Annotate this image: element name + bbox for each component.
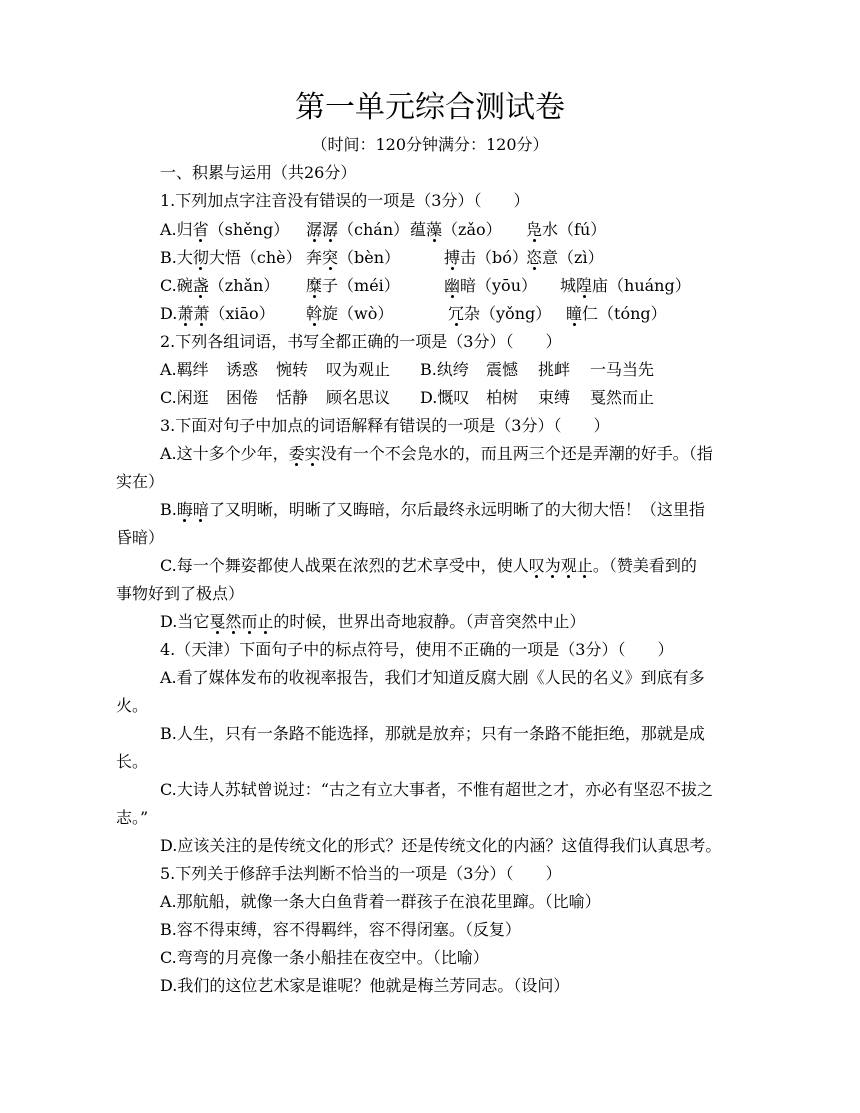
question-5-option-d: D.我们的这位艺术家是谁呢？他就是梅兰芳同志。（设问） xyxy=(160,976,570,995)
emphasized-word xyxy=(289,444,321,463)
emphasized-word xyxy=(306,304,322,323)
question-1-option-d xyxy=(160,303,667,325)
section-heading: 一、积累与运用（共26分） xyxy=(160,163,357,182)
emphasized-word xyxy=(448,304,464,323)
page-title: 第一单元综合测试卷 xyxy=(295,90,565,125)
question-5-option-b: B.容不得束缚，容不得羁绊，容不得闭塞。（反复） xyxy=(160,920,521,939)
word-item: 恬静 xyxy=(276,388,309,407)
q1c-item-4: 城隍庙（huáng） xyxy=(560,276,691,295)
q1a-item-2: 潺潺（chán） xyxy=(306,220,410,239)
emphasis-char: 实 xyxy=(304,444,321,463)
question-4-option-c: C.大诗人苏轼曾说过：“古之有立大事者，不惟有超世之才，亦必有坚忍不拔之 xyxy=(160,780,713,799)
question-2-row-2 xyxy=(160,387,654,409)
emphasis-char: 凫 xyxy=(526,220,543,239)
question-4-stem: 4.（天津）下面句子中的标点符号，使用不正确的一项是（3分）（ ） xyxy=(160,640,674,659)
emphasis-char: 糜 xyxy=(306,276,323,295)
emphasis-char: 萧 xyxy=(193,304,210,323)
emphasis-char: 恣 xyxy=(526,248,543,267)
emphasized-word xyxy=(306,276,322,295)
q1c-item-2: 糜子（méi） xyxy=(306,276,400,295)
emphasis-char: 戛 xyxy=(209,612,226,631)
question-4-option-b-cont: 长。 xyxy=(116,752,149,771)
q1a-item-3: 蕴藻（zǎo） xyxy=(410,220,502,239)
emphasized-word xyxy=(444,248,460,267)
emphasized-word xyxy=(444,276,460,295)
emphasis-char: 叹 xyxy=(528,556,545,575)
question-1-stem: 1.下列加点字注音没有错误的一项是（3分）（ ） xyxy=(160,191,530,210)
word-item: 一马当先 xyxy=(590,360,655,379)
word-item: 惋转 xyxy=(276,360,309,379)
word-item: 束缚 xyxy=(538,388,571,407)
question-3-stem: 3.下面对句子中加点的词语解释有错误的一项是（3分）（ ） xyxy=(160,416,610,435)
question-4-option-d: D.应该关注的是传统文化的形式？还是传统文化的内涵？这值得我们认真思考。 xyxy=(160,836,722,855)
emphasized-word xyxy=(576,276,592,295)
q1b-item-3: 搏击（bó） xyxy=(444,248,528,267)
question-5-option-a: A.那航船，就像一条大白鱼背着一群孩子在浪花里蹿。（比喻） xyxy=(160,892,601,911)
word-item: 挑衅 xyxy=(538,360,571,379)
word-item: 诱惑 xyxy=(226,360,259,379)
q1b-item-1: B.大彻大悟（chè） xyxy=(160,248,302,267)
q1c-item-3: 幽暗（yōu） xyxy=(444,276,537,295)
word-item: C.闲逛 xyxy=(160,388,209,407)
emphasized-word xyxy=(193,248,209,267)
word-item: 震憾 xyxy=(486,360,519,379)
q1b-item-2: 奔突（bèn） xyxy=(306,248,401,267)
emphasized-word xyxy=(193,276,209,295)
q1a-item-4: 凫水（fú） xyxy=(526,220,607,239)
emphasized-word xyxy=(566,304,582,323)
word-item: D.慨叹 xyxy=(420,388,470,407)
emphasized-word xyxy=(177,500,209,519)
emphasized-word xyxy=(209,612,273,631)
q1d-item-1: D.萧萧（xiāo） xyxy=(160,304,275,323)
q1d-item-3: 冗杂（yǒng） xyxy=(448,304,552,323)
question-1-option-b xyxy=(160,247,604,269)
word-item: 顾名思议 xyxy=(326,388,391,407)
emphasis-char: 盏 xyxy=(192,276,209,295)
emphasized-word xyxy=(529,556,593,575)
question-3-option-a-cont: 实在） xyxy=(116,472,165,491)
emphasis-char: 萧 xyxy=(177,304,194,323)
emphasis-char: 晦 xyxy=(176,500,193,519)
emphasized-word xyxy=(526,220,542,239)
emphasized-word xyxy=(177,304,209,323)
question-3-option-a: A.这十多个少年，委实没有一个不会凫水的，而且两三个还是弄潮的好手。（指 xyxy=(160,444,713,463)
emphasis-char: 彻 xyxy=(192,248,209,267)
question-2-row-1 xyxy=(160,359,654,381)
question-4-option-a: A.看了媒体发布的收视率报告，我们才知道反腐大剧《人民的名义》到底有多 xyxy=(160,668,705,687)
question-4-option-a-cont: 火。 xyxy=(116,696,149,715)
q1a-item-1: A.归省（shěng） xyxy=(160,220,290,239)
emphasis-char: 省 xyxy=(192,220,209,239)
question-3-option-c: C.每一个舞姿都使人战栗在浓烈的艺术享受中，使人叹为观止。（赞美看到的 xyxy=(160,556,697,575)
emphasized-word xyxy=(426,220,442,239)
question-5-option-c: C.弯弯的月亮像一条小船挂在夜空中。（比喻） xyxy=(160,948,489,967)
question-2-stem: 2.下列各组词语，书写全都正确的一项是（3分）（ ） xyxy=(160,332,562,351)
emphasized-word xyxy=(526,248,542,267)
emphasized-word xyxy=(306,220,338,239)
emphasis-char: 搏 xyxy=(444,248,461,267)
emphasis-char: 潺 xyxy=(306,220,323,239)
q1d-item-4: 瞳仁（tóng） xyxy=(566,304,667,323)
emphasis-char: 为 xyxy=(544,556,561,575)
q1c-item-1: C.碗盏（zhǎn） xyxy=(160,276,280,295)
word-item: 困倦 xyxy=(226,388,259,407)
emphasis-char: 隍 xyxy=(576,276,593,295)
question-5-stem: 5.下列关于修辞手法判断不恰当的一项是（3分）（ ） xyxy=(160,864,562,883)
emphasis-char: 观 xyxy=(560,556,577,575)
question-3-option-c-cont: 事物好到了极点） xyxy=(116,584,245,603)
question-3-option-b-cont: 昏暗） xyxy=(116,528,165,547)
q1b-item-4: 恣意（zì） xyxy=(526,248,604,267)
emphasis-char: 冗 xyxy=(448,304,465,323)
emphasis-char: 藻 xyxy=(426,220,443,239)
emphasis-char: 止 xyxy=(257,612,274,631)
word-item: 柏树 xyxy=(486,388,519,407)
question-3-option-d: D.当它戛然而止的时候，世界出奇地寂静。（声音突然中止） xyxy=(160,612,586,631)
emphasis-char: 幽 xyxy=(444,276,461,295)
emphasized-word xyxy=(322,248,338,267)
emphasis-char: 潺 xyxy=(322,220,339,239)
word-item: 叹为观止 xyxy=(326,360,391,379)
emphasized-word xyxy=(193,220,209,239)
word-item: A.羁绊 xyxy=(160,360,209,379)
q1d-item-2: 斡旋（wò） xyxy=(306,304,394,323)
exam-info: （时间：120分钟满分：120分） xyxy=(311,135,549,154)
question-1-option-a xyxy=(160,219,606,241)
emphasis-char: 斡 xyxy=(306,304,323,323)
question-3-option-b: B.晦暗了又明晰，明晰了又晦暗，尔后最终永远明晰了的大彻大悟！（这里指 xyxy=(160,500,705,519)
emphasis-char: 然 xyxy=(225,612,242,631)
word-item: B.纨绔 xyxy=(420,360,469,379)
emphasis-char: 止 xyxy=(576,556,593,575)
emphasis-char: 瞳 xyxy=(566,304,583,323)
question-4-option-c-cont: 志。” xyxy=(116,808,149,827)
emphasis-char: 委 xyxy=(288,444,305,463)
question-4-option-b: B.人生，只有一条路不能选择，那就是放弃；只有一条路不能拒绝，那就是成 xyxy=(160,724,705,743)
question-1-option-c xyxy=(160,275,691,297)
emphasis-char: 突 xyxy=(322,248,339,267)
emphasis-char: 而 xyxy=(241,612,258,631)
emphasis-char: 暗 xyxy=(192,500,209,519)
word-item: 戛然而止 xyxy=(590,388,655,407)
